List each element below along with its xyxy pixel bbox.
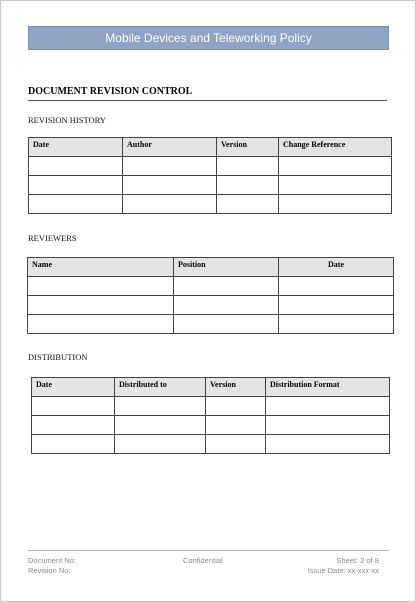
table-cell[interactable] [266, 435, 390, 454]
table-row [29, 157, 392, 176]
table-row [29, 176, 392, 195]
footer-sheet-number: Sheet: 2 of 8 [336, 556, 379, 565]
table-cell[interactable] [115, 416, 206, 435]
table-cell[interactable] [217, 157, 279, 176]
table-row [32, 416, 390, 435]
table-header-row [28, 258, 394, 277]
table-row [32, 435, 390, 454]
table-cell[interactable] [266, 416, 390, 435]
column-header-position: Position [174, 258, 279, 277]
table-cell[interactable] [174, 315, 279, 334]
table-cell[interactable] [123, 176, 217, 195]
table-cell[interactable] [28, 315, 174, 334]
table-cell[interactable] [174, 277, 279, 296]
column-header-version: Version [206, 378, 266, 397]
footer-revision-no: Revision No: [28, 566, 71, 575]
table-row [29, 195, 392, 214]
reviewers-table [27, 257, 394, 334]
table-cell[interactable] [206, 435, 266, 454]
table-header-row [32, 378, 390, 397]
table-cell[interactable] [279, 277, 394, 296]
table-cell[interactable] [206, 416, 266, 435]
table-cell[interactable] [217, 176, 279, 195]
table-cell[interactable] [29, 195, 123, 214]
table-cell[interactable] [279, 195, 392, 214]
table-cell[interactable] [279, 296, 394, 315]
table-cell[interactable] [279, 176, 392, 195]
table-row [28, 315, 394, 334]
section-heading: DOCUMENT REVISION CONTROL [28, 86, 387, 101]
distribution-heading: DISTRIBUTION [28, 352, 88, 362]
table-cell[interactable] [217, 195, 279, 214]
column-header-change-reference: Change Reference [279, 138, 392, 157]
table-row [28, 277, 394, 296]
table-cell[interactable] [28, 296, 174, 315]
table-cell[interactable] [115, 397, 206, 416]
table-cell[interactable] [279, 157, 392, 176]
table-cell[interactable] [279, 315, 394, 334]
table-row [28, 296, 394, 315]
table-cell[interactable] [174, 296, 279, 315]
table-cell[interactable] [32, 435, 115, 454]
table-cell[interactable] [29, 157, 123, 176]
column-header-date: Date [32, 378, 115, 397]
column-header-date: Date [29, 138, 123, 157]
table-cell[interactable] [115, 435, 206, 454]
table-cell[interactable] [266, 397, 390, 416]
revision-history-heading: REVISION HISTORY [28, 115, 107, 125]
footer-divider [28, 550, 389, 551]
revision-history-table [28, 137, 392, 214]
table-row [32, 397, 390, 416]
footer-confidential: Confidential [183, 556, 223, 565]
document-title-banner: Mobile Devices and Teleworking Policy [28, 26, 389, 50]
column-header-date: Date [279, 258, 394, 277]
column-header-version: Version [217, 138, 279, 157]
distribution-table [31, 377, 390, 454]
column-header-author: Author [123, 138, 217, 157]
footer-issue-date: Issue Date: xx-xxx-xx [307, 566, 379, 575]
table-cell[interactable] [29, 176, 123, 195]
column-header-distribution-format: Distribution Format [266, 378, 390, 397]
table-cell[interactable] [123, 195, 217, 214]
footer-document-no: Document No: [28, 556, 76, 565]
column-header-name: Name [28, 258, 174, 277]
reviewers-heading: REVIEWERS [28, 233, 77, 243]
table-cell[interactable] [32, 397, 115, 416]
table-cell[interactable] [123, 157, 217, 176]
table-cell[interactable] [206, 397, 266, 416]
table-cell[interactable] [28, 277, 174, 296]
table-cell[interactable] [32, 416, 115, 435]
column-header-distributed-to: Distributed to [115, 378, 206, 397]
table-header-row [29, 138, 392, 157]
